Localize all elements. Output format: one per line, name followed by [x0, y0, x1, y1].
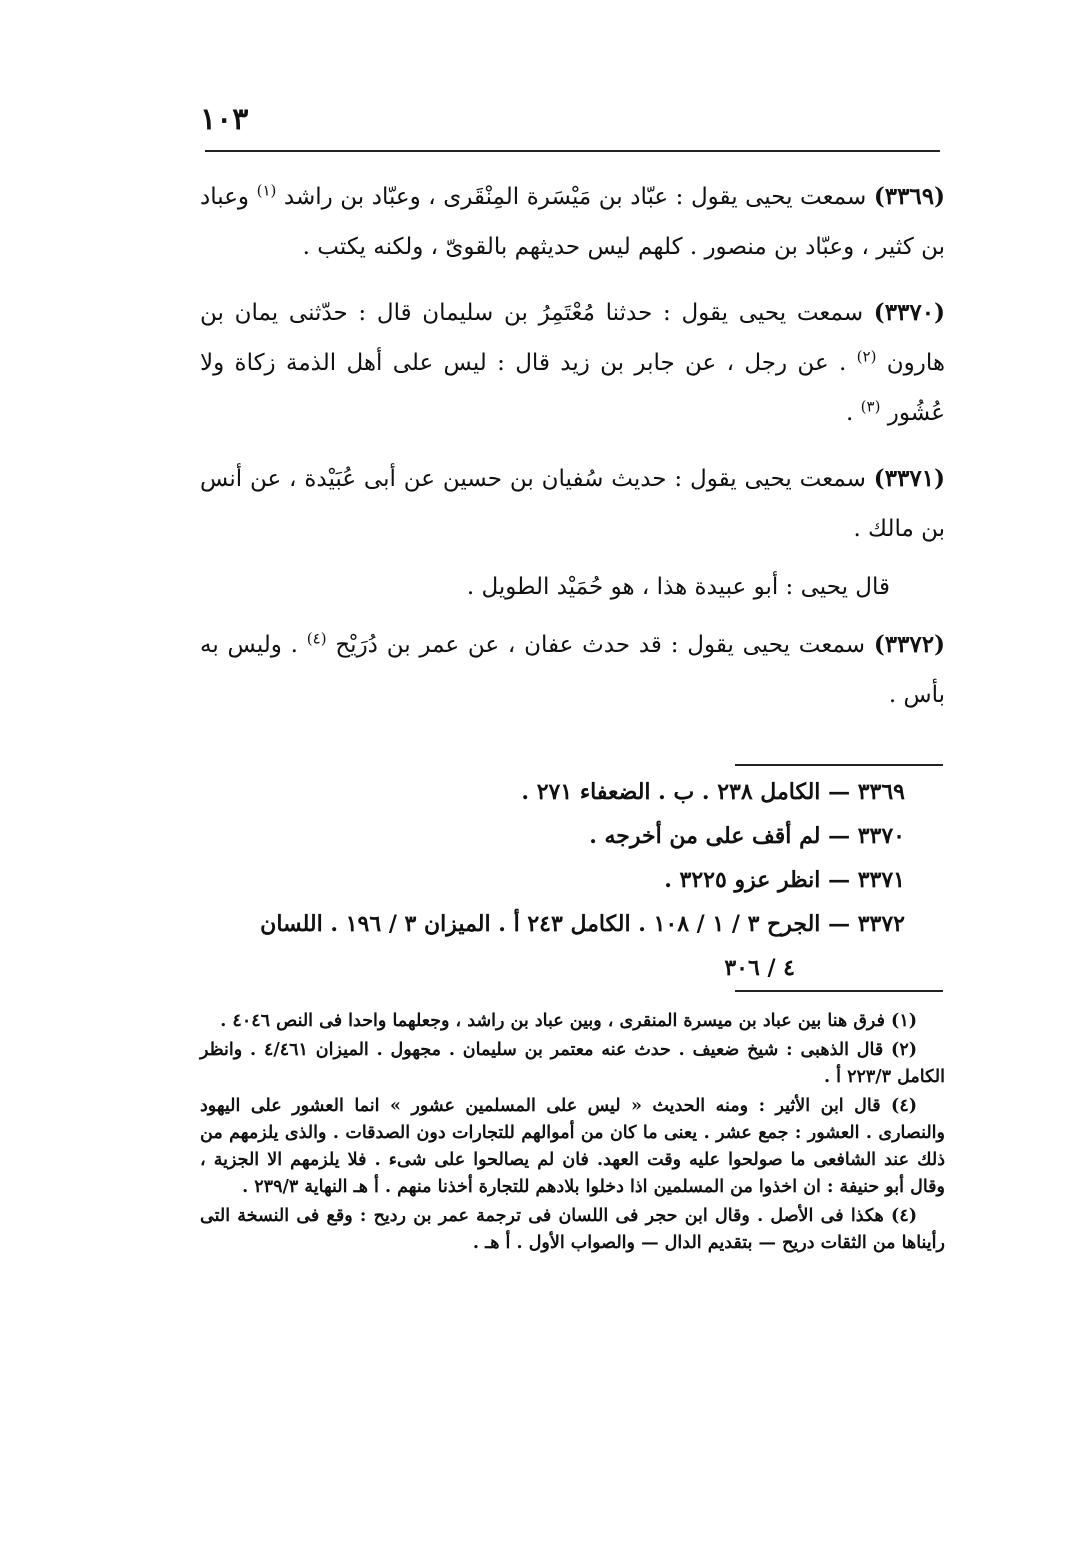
entry-number: (٣٣٧٠) — [873, 299, 945, 326]
entry-comment — [200, 562, 945, 612]
footnotes — [200, 1008, 945, 1259]
reference-item: ٣٣٧١ — انظر عزو ٣٢٢٥ . — [664, 867, 905, 893]
entry-3371 — [200, 454, 945, 554]
entry-text: . — [846, 400, 854, 426]
footnote-marker: (٢) — [856, 347, 877, 366]
footnote-1: (١) فرق هنا بين عباد بن ميسرة المنقرى ، وبين عباد بن راشد ، وجعلهما واحدا فى النص ٤٠٤٦ . — [220, 1011, 917, 1031]
footnote-3: (٤) قال ابن الأثير : ومنه الحديث « ليس على المسلمين عشور » انما العشور على اليهود والنصارى . العشور : جمع عشر . يعنى ما كان من أموالهم للتجارات دون الصدقات . والذى يلزمهم من ذلك عند الشافعى ما صولحوا عليه وقت العهد. فان لم يصالحوا على شىء . فلا يلزمهم الا الجزية ، وقال أبو حنيفة : ان اخذوا من المسلمين اذا دخلوا بلادهم للتجارة أخذنا منهم . أ هـ النهاية ٢٣٩/٣ . — [200, 1096, 945, 1197]
footnote-marker: (٣) — [860, 397, 881, 416]
page-number: ١٠٣ — [200, 102, 249, 137]
footnote-marker: (١) — [256, 181, 277, 200]
reference-item: ٣٣٦٩ — الكامل ٢٣٨ . ب . الضعفاء ٢٧١ . — [521, 779, 905, 805]
entry-text: . وليس به بأس . — [200, 632, 945, 708]
entry-text: قال يحيى : أبو عبيدة هذا ، هو حُمَيْد الطويل . — [466, 574, 890, 600]
entry-text: سمعت يحيى يقول : قد حدث عفان ، عن عمر بن دُرَيْح — [335, 632, 866, 658]
reference-item: ٣٣٧٢ — الجرح ٣ / ١ / ١٠٨ . الكامل ٢٤٣ أ . الميزان ٣ / ١٩٦ . اللسان — [260, 911, 905, 937]
entry-text: . عن رجل ، عن جابر بن زيد قال : ليس على أهل الذمة زكاة ولا عُشُور — [200, 350, 945, 426]
footnote-4: (٤) هكذا فى الأصل . وقال ابن حجر فى اللسان فى ترجمة عمر بن رديح : وقع فى النسخة التى رأيناها من الثقات دريح — بتقديم الدال — والصواب الأول . أ هـ . — [200, 1206, 945, 1253]
entry-number: (٣٣٦٩) — [873, 183, 946, 210]
references-list — [205, 770, 905, 990]
entry-number: (٣٣٧١) — [873, 465, 945, 492]
entry-text: سمعت يحيى يقول : عبّاد بن مَيْسَرة المِنْقَرى ، وعبّاد بن راشد — [283, 184, 867, 210]
main-text — [200, 172, 945, 736]
entry-number: (٣٣٧٢) — [873, 631, 946, 658]
reference-item-continuation: ٤ / ٣٠٦ — [724, 955, 795, 981]
footnote-marker: (٤) — [306, 629, 327, 648]
references-rule — [735, 764, 943, 766]
footnote-2: (٢) قال الذهبى : شيخ ضعيف . حدث عنه معتمر بن سليمان . مجهول . الميزان ٤/٤٦١ . وانظر الكامل ٢٢٣/٣ أ . — [200, 1040, 945, 1087]
reference-item: ٣٣٧٠ — لم أقف على من أخرجه . — [589, 823, 905, 849]
entry-text: سمعت يحيى يقول : حديث سُفيان بن حسين عن أبى عُبَيْدة ، عن أنس بن مالك . — [200, 466, 945, 542]
entry-3369 — [200, 172, 945, 272]
entry-3372 — [200, 620, 945, 720]
entry-text: وعباد بن كثير ، وعبّاد بن منصور . كلهم ليس حديثهم بالقوىّ ، ولكنه يكتب . — [200, 184, 945, 260]
entry-text: سمعت يحيى يقول : حدثنا مُعْتَمِرُ بن سليمان قال : حدّثنى يمان بن هارون — [200, 300, 945, 376]
entry-3370 — [200, 288, 945, 438]
header-rule — [205, 150, 940, 152]
footnotes-rule — [735, 990, 943, 992]
